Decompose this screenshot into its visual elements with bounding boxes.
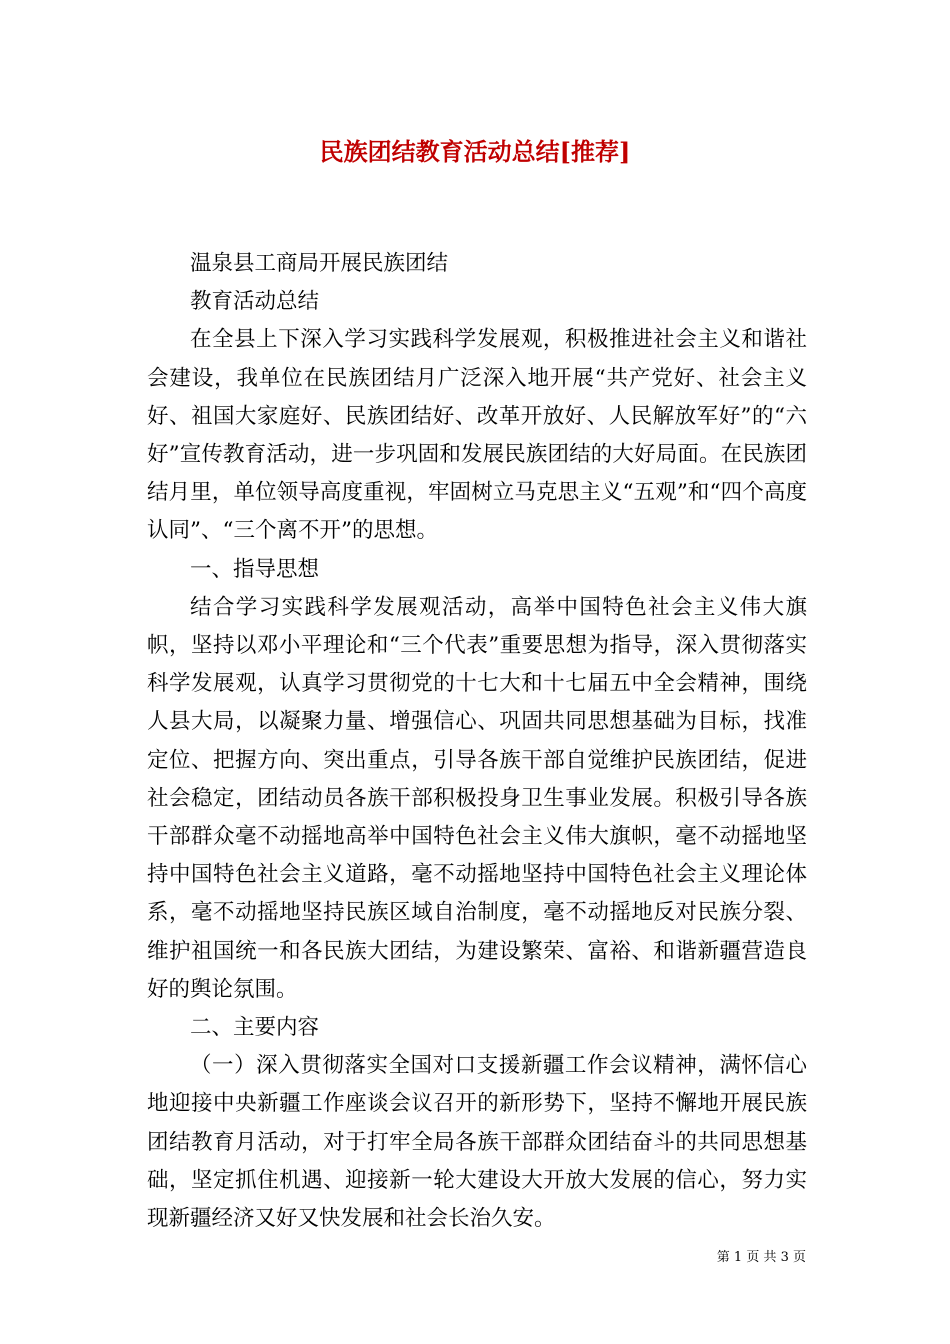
paragraph-guiding-ideology: 结合学习实践科学发展观活动，高举中国特色社会主义伟大旗帜，坚持以邓小平理论和“三个代表”重要思想为指导，深入贯彻落实科学发展观，认真学习贯彻党的十七大和十七届五中全会精神，围绕人县大局，以凝聚力量、增强信心、巩固共同思想基础为目标，找准定位、把握方向、突出重点，引导各族干部自觉维护民族团结，促进社会稳定，团结动员各族干部积极投身卫生事业发展。积极引导各族干部群众毫不动摇地高举中国特色社会主义伟大旗帜，毫不动摇地坚持中国特色社会主义道路，毫不动摇地坚持中国特色社会主义理论体系，毫不动摇地坚持民族区域自治制度，毫不动摇地反对民族分裂、维护祖国统一和各民族大团结，为建设繁荣、富裕、和谐新疆营造良好的舆论氛围。	[147, 594, 807, 1002]
paragraph-subtitle: 教育活动总结	[190, 289, 320, 315]
document-body	[147, 245, 807, 1238]
page-number: 第 1 页 共 3 页	[716, 1250, 806, 1265]
section-heading-main-content: 二、主要内容	[190, 1015, 320, 1041]
document-title: 民族团结教育活动总结[推荐]	[319, 137, 631, 166]
paragraph-unit-name: 温泉县工商局开展民族团结	[190, 251, 449, 276]
paragraph-main-content-1: （一）深入贯彻落实全国对口支援新疆工作会议精神，满怀信心地迎接中央新疆工作座谈会议召开的新形势下，坚持不懈地开展民族团结教育月活动，对于打牢全局各族干部群众团结奋斗的共同思想基础，坚定抓住机遇、迎接新一轮大建设大开放大发展的信心，努力实现新疆经济又好又快发展和社会长治久安。	[147, 1053, 807, 1232]
section-heading-guiding-ideology: 一、指导思想	[190, 556, 320, 582]
paragraph-intro: 在全县上下深入学习实践科学发展观，积极推进社会主义和谐社会建设，我单位在民族团结月广泛深入地开展“共产党好、社会主义好、祖国大家庭好、民族团结好、改革开放好、人民解放军好”的“六好”宣传教育活动，进一步巩固和发展民族团结的大好局面。在民族团结月里，单位领导高度重视，牢固树立马克思主义“五观”和“四个高度认同”、“三个离不开”的思想。	[147, 327, 807, 544]
